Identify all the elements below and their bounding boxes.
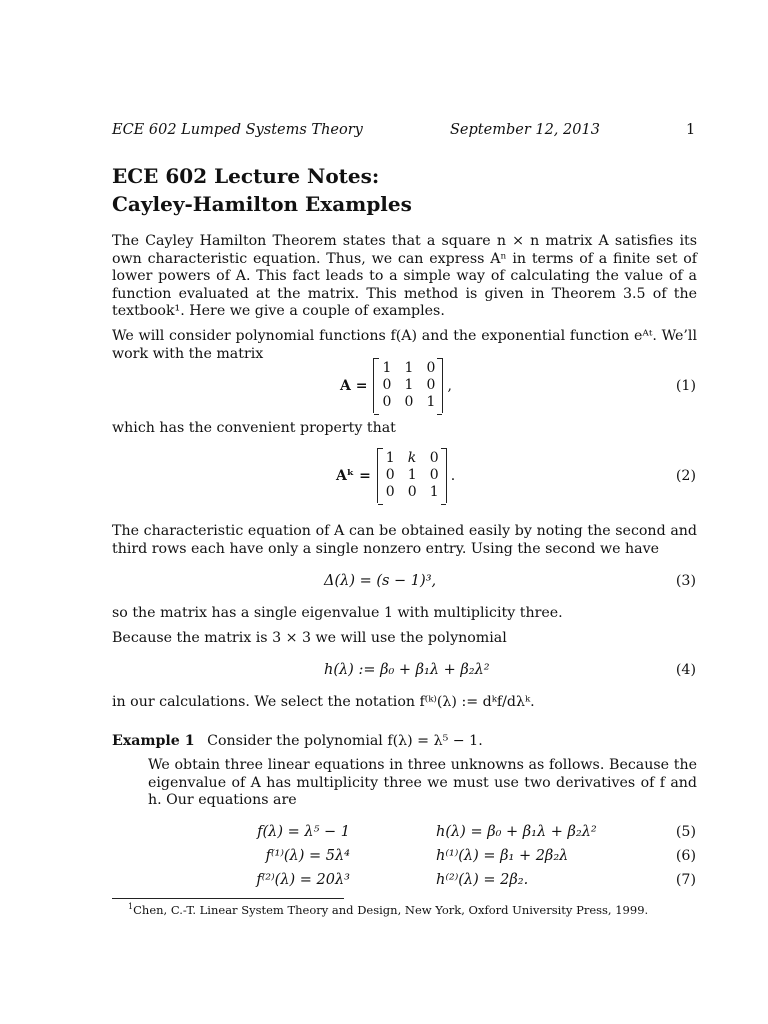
page-number: 1 (686, 122, 696, 138)
matrix-ak-row (386, 467, 438, 484)
matrix-a-row (382, 394, 434, 411)
matrix-cell: 1 (407, 467, 417, 483)
paragraph-characteristic: The characteristic equation of A can be obtained easily by noting the second and third rows each have only a single nonzero entry. Using the second we have (112, 523, 697, 557)
paragraph-polynomial: Because the matrix is 3 × 3 we will use the polynomial (112, 630, 507, 646)
matrix-cell: 0 (426, 377, 436, 393)
matrix-cell: 0 (426, 360, 436, 376)
matrix-cell: 1 (404, 377, 414, 393)
example-eq-f0: f(λ) = λ⁵ − 1 (257, 824, 350, 840)
matrix-cell: 1 (382, 360, 392, 376)
matrix-ak-brackets (377, 448, 447, 503)
equation-number-4: (4) (675, 662, 696, 678)
equation-number-3: (3) (675, 573, 696, 589)
footnote-rule (112, 898, 344, 899)
matrix-a-brackets (373, 358, 443, 413)
paragraph-property: which has the convenient property that (112, 420, 396, 436)
footnote-mark: 1 (128, 902, 134, 911)
example-eq-h0: h(λ) = β₀ + β₁λ + β₂λ² (436, 824, 597, 840)
footnote (128, 902, 648, 917)
matrix-ak-lhs: Aᵏ = (336, 467, 371, 484)
matrix-cell: 0 (407, 484, 417, 500)
equation-4: h(λ) := β₀ + β₁λ + β₂λ² (324, 662, 490, 678)
intro-paragraph: The Cayley Hamilton Theorem states that a square n × n matrix A satisfies its own characteristic equation. Thus, we can express Aⁿ in terms of a finite set of lower powers of A. This fact leads to a simple way of calculating the value of a function evaluated at the matrix. This method is given in Theorem 3.5 of the textbook¹. Here we give a couple of examples. (112, 233, 697, 319)
matrix-ak-trail: . (450, 467, 456, 484)
example-label: Example 1 (112, 733, 195, 749)
matrix-cell: 0 (404, 394, 414, 410)
matrix-cell: 0 (382, 377, 392, 393)
matrix-cell: 1 (404, 360, 414, 376)
example-eq-h1: h⁽¹⁾(λ) = β₁ + 2β₂λ (436, 848, 569, 864)
page-title (112, 162, 672, 218)
example-eq-f1: f⁽¹⁾(λ) = 5λ⁴ (265, 848, 350, 864)
matrix-ak-equation (336, 448, 455, 503)
paragraph-eigenvalue: so the matrix has a single eigenvalue 1 with multiplicity three. (112, 605, 563, 621)
title-line-2: Cayley-Hamilton Examples (112, 192, 412, 216)
matrix-cell: k (407, 450, 417, 466)
equation-number-1: (1) (675, 378, 696, 394)
matrix-cell: 0 (382, 394, 392, 410)
matrix-cell: 0 (429, 467, 439, 483)
matrix-a-equation (340, 358, 452, 413)
matrix-a-trail: , (447, 377, 452, 394)
matrix-cell: 1 (385, 450, 395, 466)
matrix-a-row (382, 360, 434, 377)
equation-number-2: (2) (675, 468, 696, 484)
paragraph-functions: We will consider polynomial functions f(A) and the exponential function eᴬᵗ. We’ll work with the matrix (112, 328, 697, 362)
matrix-cell: 0 (429, 450, 439, 466)
title-line-1: ECE 602 Lecture Notes: (112, 164, 380, 188)
example-eq-f2: f⁽²⁾(λ) = 20λ³ (256, 872, 350, 888)
running-header-date: September 12, 2013 (450, 122, 600, 138)
matrix-a-lhs: A = (340, 377, 368, 394)
matrix-a-row (382, 377, 434, 394)
example-eq-h2: h⁽²⁾(λ) = 2β₂. (436, 872, 529, 888)
matrix-cell: 0 (385, 484, 395, 500)
matrix-cell: 1 (429, 484, 439, 500)
equation-number-5: (5) (675, 824, 696, 840)
equation-number-6: (6) (675, 848, 696, 864)
example-heading (112, 733, 483, 749)
example-body: We obtain three linear equations in three unknowns as follows. Because the eigenvalue of A has multiplicity three we must use two derivatives of f and h. Our equations are (148, 757, 697, 808)
matrix-ak-row (386, 484, 438, 501)
equation-number-7: (7) (675, 872, 696, 888)
footnote-text: Chen, C.-T. Linear System Theory and Design, New York, Oxford University Press, 1999. (133, 902, 649, 917)
example-statement: Consider the polynomial f(λ) = λ⁵ − 1. (207, 733, 483, 749)
running-header-course: ECE 602 Lumped Systems Theory (112, 122, 363, 138)
equation-3: Δ(λ) = (s − 1)³, (324, 573, 437, 589)
matrix-ak-row (386, 450, 438, 467)
matrix-cell: 1 (426, 394, 436, 410)
matrix-cell: 0 (385, 467, 395, 483)
paragraph-notation: in our calculations. We select the notation f⁽ᵏ⁾(λ) := dᵏf/dλᵏ. (112, 694, 535, 710)
